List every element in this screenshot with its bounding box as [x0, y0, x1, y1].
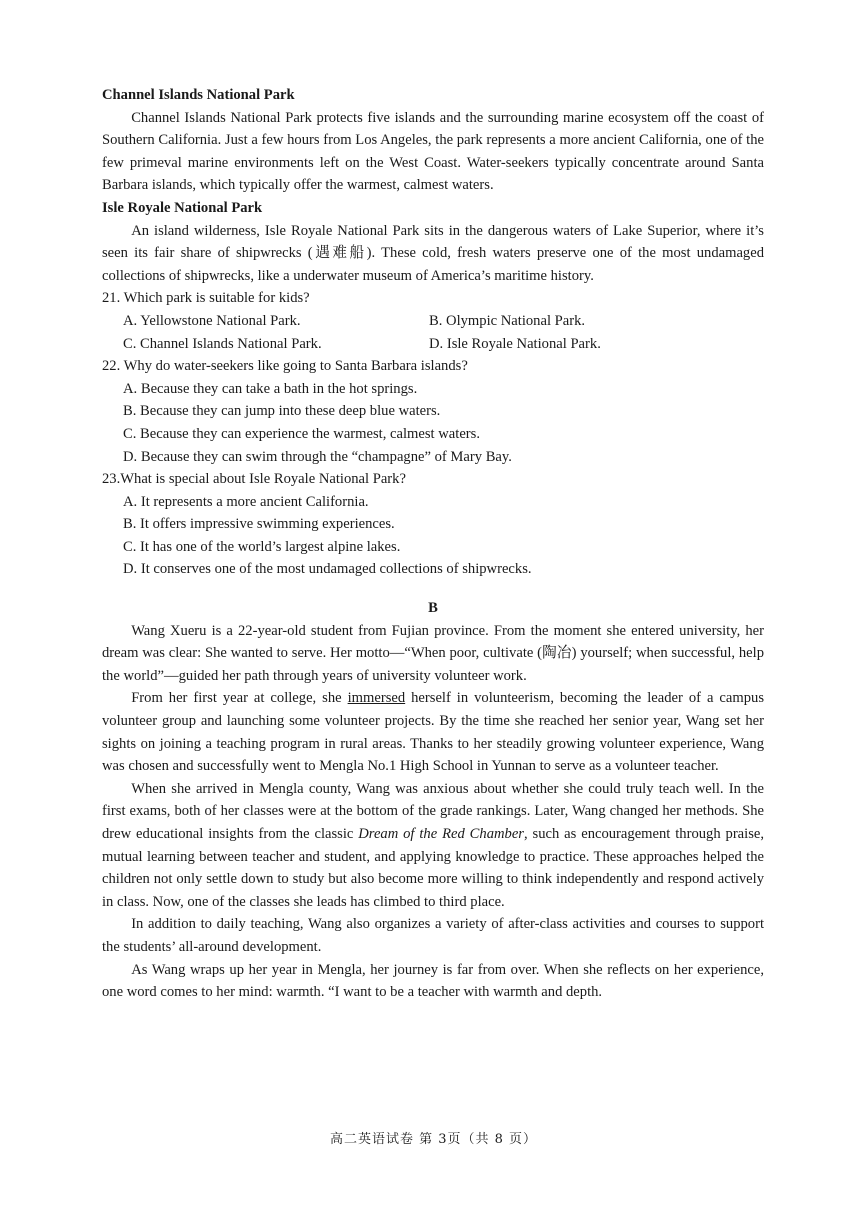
park-heading-isle-royale: Isle Royale National Park	[102, 199, 263, 216]
option-grid	[102, 310, 764, 355]
exam-page	[102, 84, 764, 1004]
passage-b-paragraph-2	[102, 687, 764, 777]
park-heading-channel-islands: Channel Islands National Park	[102, 87, 295, 103]
question-stem: 23.What is special about Isle Royale National Park?	[102, 471, 406, 488]
option-d: D. Because they can swim through the “champagne” of Mary Bay.	[123, 448, 512, 465]
paragraph-text: herself in volunteerism, becoming the leader of a campus volunteer group and launching some volunteer projects. By the time she reached her senior year, Wang set her sights on joining a teaching program in rural areas. Thanks to her steadily growing volunteer experience, Wang was chosen and successfully went to Mengla No.1 High School in Yunnan to serve as a volunteer teacher.	[102, 690, 765, 775]
park-paragraph-isle-royale: An island wilderness, Isle Royale National Park sits in the dangerous waters of Lake Superior, where it’s seen its fair share of shipwrecks (遇难船). These cold, fresh waters preserve one of the most undamaged collections of shipwrecks, like a underwater museum of America’s maritime history.	[102, 222, 764, 284]
option-d: D. It conserves one of the most undamaged collections of shipwrecks.	[123, 561, 532, 578]
passage-b-paragraph-4: In addition to daily teaching, Wang also organizes a variety of after-class activities and courses to support the students’ all-around development.	[102, 916, 764, 955]
page-footer: 高二英语试卷 第 3页（共 8 页）	[329, 1132, 538, 1147]
option-c: C. Because they can experience the warmest, calmest waters.	[123, 425, 480, 442]
option-b: B. Because they can jump into these deep blue waters.	[123, 403, 441, 420]
passage-b-paragraph-1: Wang Xueru is a 22-year-old student from Fujian province. From the moment she entered university, her dream was clear: She wanted to serve. Her motto—“When poor, cultivate (陶冶) yourself; when successful, help the world”—guided her path through years of university volunteer work.	[102, 622, 764, 684]
question-23	[102, 468, 764, 581]
section-label-b: B	[428, 600, 438, 617]
park-paragraph-channel-islands: Channel Islands National Park protects five islands and the surrounding marine ecosystem off the coast of Southern California. Just a few hours from Los Angeles, the park represents a more ancient California, one of the few primeval marine environments left on the West Coast. Water-seekers typically concentrate around Santa Barbara islands, which typically offer the warmest, calmest waters.	[102, 109, 764, 194]
option-a: A. It represents a more ancient California.	[123, 493, 369, 510]
question-21	[102, 287, 764, 355]
paragraph-text: , such as encouragement through praise, mutual learning between teacher and student, and applying knowledge to practice. These approaches helped the children not only settle down to study but also become more willing to think independently and respond actively in class. Now, one of the classes she leads has climbed to third place.	[102, 826, 765, 910]
paragraph-text: When she arrived in Mengla county, Wang was anxious about whether she could truly teach well. In the first exams, both of her classes were at the bottom of the grade rankings. Later, Wang changed her methods. She drew educational insights from the classic	[102, 780, 764, 842]
option-d: D. Isle Royale National Park.	[429, 335, 601, 352]
option-b: B. Olympic National Park.	[429, 312, 586, 329]
paragraph-text: From her first year at college, she	[131, 690, 348, 707]
question-stem: 21. Which park is suitable for kids?	[102, 290, 310, 307]
option-a: A. Because they can take a bath in the hot springs.	[123, 380, 418, 397]
question-stem: 22. Why do water-seekers like going to Santa Barbara islands?	[102, 358, 468, 375]
option-c: C. Channel Islands National Park.	[123, 335, 322, 352]
passage-b-paragraph-5: As Wang wraps up her year in Mengla, her journey is far from over. When she reflects on her experience, one word comes to her mind: warmth. “I want to be a teacher with warmth and depth.	[102, 961, 764, 1001]
option-a: A. Yellowstone National Park.	[123, 312, 301, 329]
question-22	[102, 355, 764, 468]
option-c: C. It has one of the world’s largest alpine lakes.	[123, 538, 401, 555]
book-title: Dream of the Red Chamber	[358, 826, 524, 842]
option-b: B. It offers impressive swimming experiences.	[123, 516, 395, 533]
underlined-word: immersed	[347, 690, 406, 707]
passage-b-paragraph-3	[102, 778, 764, 914]
